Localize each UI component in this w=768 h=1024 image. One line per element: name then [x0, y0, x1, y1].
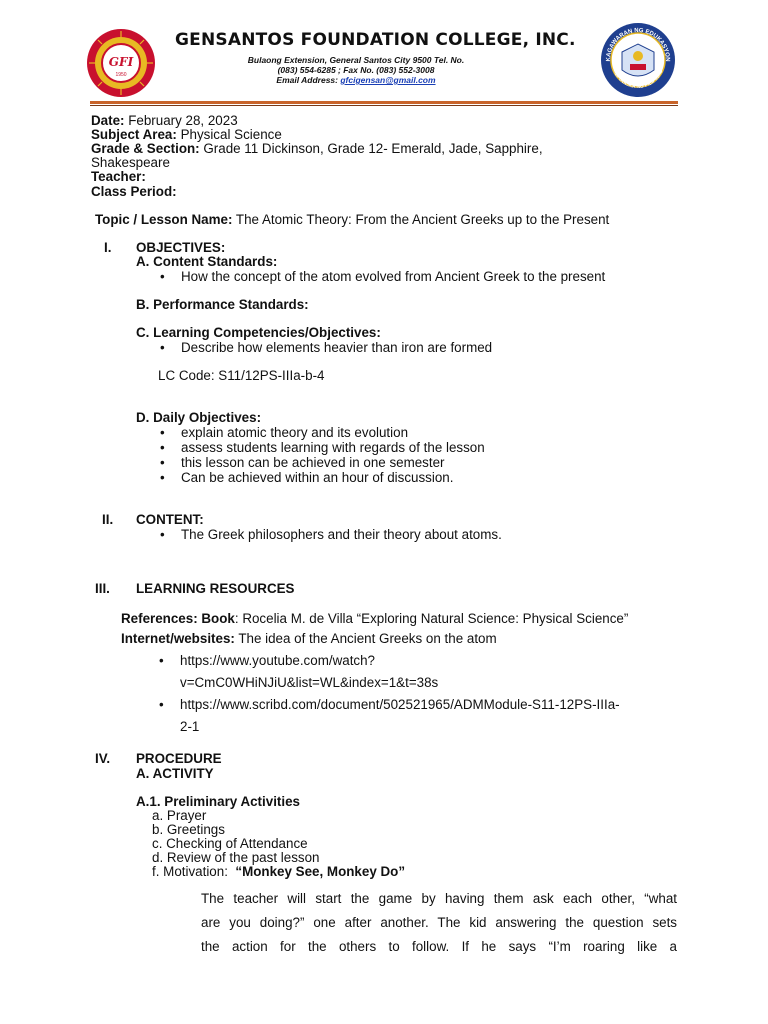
class-period-label: Class Period: [91, 184, 177, 199]
school-name: GENSANTOS FOUNDATION COLLEGE, INC. [175, 30, 576, 50]
section-number-procedure: IV. [95, 751, 111, 766]
grade-value-cont: Shakespeare [91, 155, 170, 170]
references-line [121, 612, 628, 626]
content-standard-item: • How the concept of the atom evolved from Ancient Greek to the present [181, 270, 605, 284]
logo-year: 1950 [115, 72, 127, 78]
websites-label: Internet/websites: [121, 631, 235, 646]
motivation-label: f. Motivation: [152, 864, 228, 879]
resource-link-scribd-cont[interactable]: 2-1 [180, 719, 200, 734]
school-phone: (083) 554-6285 ; Fax No. (083) 552-3008 [277, 65, 435, 75]
header-rule-thin [90, 105, 678, 106]
motivation-line [152, 865, 405, 879]
grade-label: Grade & Section: [91, 141, 200, 156]
paragraph-line: are you doing?” one after another. The kid answering the question sets [201, 915, 677, 930]
topic-line [95, 213, 609, 227]
websites-line [121, 632, 497, 646]
seal-bottom-text: REPUBLIKA NG PILIPINAS [611, 68, 665, 91]
competencies-heading: C. Learning Competencies/Objectives: [136, 325, 381, 340]
date-line [91, 114, 238, 128]
school-email-line [206, 75, 506, 85]
paragraph-line: the action for the others to follow. If he says “I’m roaring like a [201, 939, 677, 954]
motivation-paragraph [201, 887, 677, 959]
subject-line [91, 128, 282, 142]
grade-line [91, 142, 543, 156]
section-number-objectives: I. [104, 240, 112, 255]
content-item: • The Greek philosophers and their theory about atoms. [181, 528, 502, 542]
logo-monogram: GFI [108, 55, 134, 69]
procedure-heading: PROCEDURE [136, 751, 222, 766]
preliminary-item: a. Prayer [152, 808, 207, 823]
seal-top-text: KAGAWARAN NG EDUKASYON [605, 27, 671, 62]
teacher-label: Teacher: [91, 169, 146, 184]
date-value: February 28, 2023 [128, 113, 238, 128]
resource-link-scribd[interactable]: • https://www.scribd.com/document/502521965/ADMModule-S11-12PS-IIIa- [180, 698, 620, 712]
grade-value: Grade 11 Dickinson, Grade 12- Emerald, Jade, Sapphire, [203, 141, 543, 156]
header-rule [90, 101, 678, 104]
deped-seal [600, 22, 676, 98]
lc-code: LC Code: S11/12PS-IIIa-b-4 [158, 368, 325, 383]
preliminary-item: b. Greetings [152, 822, 225, 837]
resource-link-youtube[interactable]: • https://www.youtube.com/watch? [180, 654, 375, 668]
section-number-resources: III. [95, 581, 110, 596]
content-standards-heading: A. Content Standards: [136, 254, 278, 269]
content-heading: CONTENT: [136, 512, 204, 527]
email-label: Email Address: [276, 75, 341, 85]
daily-objective-item: • Can be achieved within an hour of discussion. [181, 471, 453, 485]
section-number-content: II. [102, 512, 114, 527]
preliminary-heading: A.1. Preliminary Activities [136, 794, 300, 809]
preliminary-item: c. Checking of Attendance [152, 836, 308, 851]
daily-objective-item: • assess students learning with regards of the lesson [181, 441, 485, 455]
date-label: Date: [91, 113, 125, 128]
paragraph-line: The teacher will start the game by having them ask each other, “what [201, 891, 677, 906]
objectives-heading: OBJECTIVES: [136, 240, 226, 255]
competency-item: • Describe how elements heavier than iron are formed [181, 341, 492, 355]
subject-label: Subject Area: [91, 127, 177, 142]
topic-label: Topic / Lesson Name: [95, 212, 233, 227]
preliminary-item: d. Review of the past lesson [152, 850, 320, 865]
school-logo [86, 28, 156, 98]
motivation-value: “Monkey See, Monkey Do” [235, 864, 406, 879]
resources-heading: LEARNING RESOURCES [136, 581, 295, 596]
references-label: References: Book [121, 611, 235, 626]
activity-heading: A. ACTIVITY [136, 766, 214, 781]
subject-value: Physical Science [180, 127, 282, 142]
school-address: Bulaong Extension, General Santos City 9500 Tel. No. [247, 55, 465, 65]
websites-value: The idea of the Ancient Greeks on the atom [234, 631, 497, 646]
topic-value: The Atomic Theory: From the Ancient Greeks up to the Present [235, 212, 610, 227]
references-value: : Rocelia M. de Villa “Exploring Natural Science: Physical Science” [234, 611, 629, 626]
resource-link-youtube-cont[interactable]: v=CmC0WHiNJiU&list=WL&index=1&t=38s [180, 675, 439, 690]
daily-objective-item: • explain atomic theory and its evolution [181, 426, 408, 440]
email-link[interactable]: gfcigensan@gmail.com [340, 75, 436, 85]
daily-objectives-heading: D. Daily Objectives: [136, 410, 262, 425]
performance-standards-heading: B. Performance Standards: [136, 297, 309, 312]
daily-objective-item: • this lesson can be achieved in one semester [181, 456, 445, 470]
